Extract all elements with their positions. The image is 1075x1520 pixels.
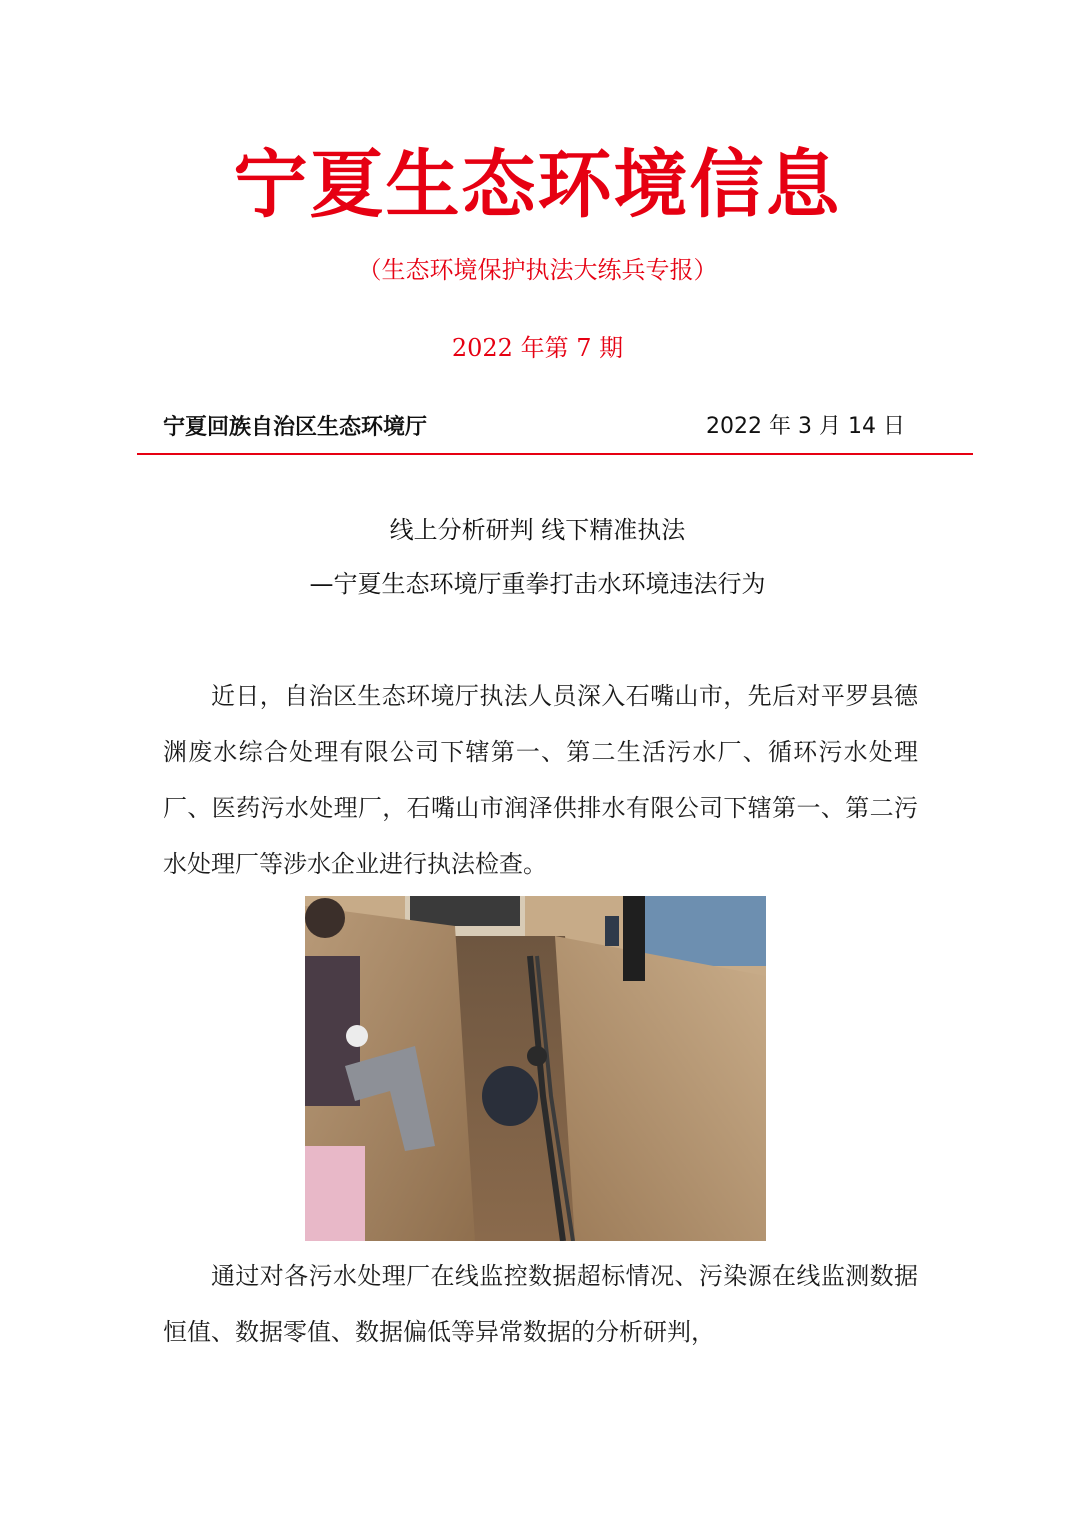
masthead-subtitle: （生态环境保护执法大练兵专报） [357,256,718,284]
article-title: 线上分析研判 线下精准执法 [389,516,686,544]
issuer: 宁夏回族自治区生态环境厅 [163,414,428,440]
inspection-photo [305,896,766,1241]
issue-number: 2022 年第 7 期 [451,334,624,362]
article-paragraph: 近日，自治区生态环境厅执法人员深入石嘴山市，先后对平罗县德渊废水综合处理有限公司下辖第一、第二生活污水厂、循环污水处理厂、医药污水处理厂，石嘴山市润泽供排水有限公司下辖第一、第二污水处理厂等涉水企业进行执法检查。 [163,682,918,878]
article-paragraph: 通过对各污水处理厂在线监控数据超标情况、污染源在线监测数据恒值、数据零值、数据偏低等异常数据的分析研判， [163,1262,918,1346]
issue-date: 2022 年 3 月 14 日 [706,414,905,439]
header-divider [137,453,973,455]
masthead-title: 宁夏生态环境信息 [233,142,842,228]
article-subtitle: —宁夏生态环境厅重拳打击水环境违法行为 [309,570,766,598]
